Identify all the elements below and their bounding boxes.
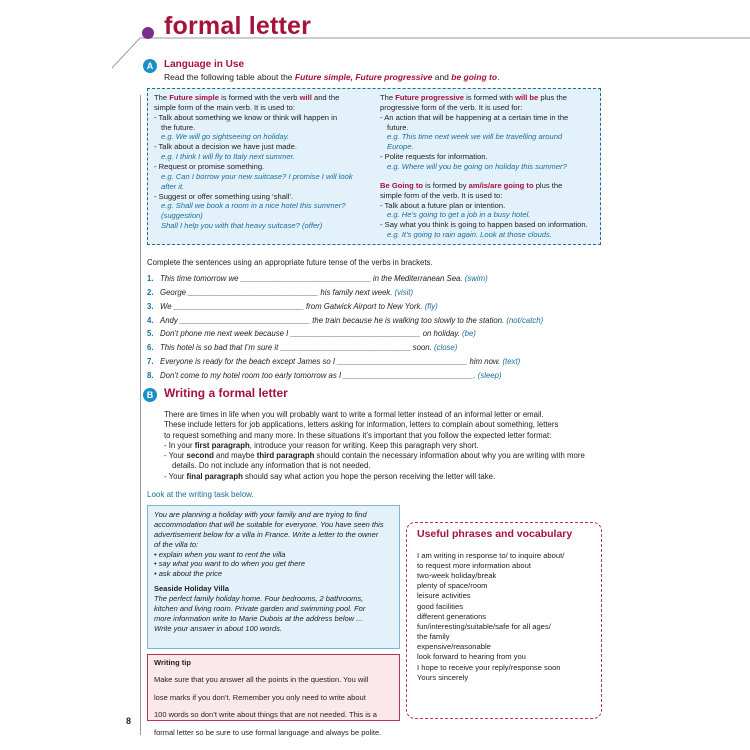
section-a-badge: A xyxy=(143,59,157,73)
future-progressive-example: e.g. Where will you be going on holiday this summer? xyxy=(387,162,567,172)
exercise-item xyxy=(147,357,617,371)
exercise-block xyxy=(147,258,617,385)
task-text-line: You are planning a holiday with your family and are trying to find xyxy=(154,510,367,519)
task-text-line: advertisement below for a villa in France. Write a letter to the owner xyxy=(154,529,379,539)
phrase-item: expensive/reasonable xyxy=(417,642,491,652)
future-simple-example: e.g. Shall we book a room in a nice hotel this summer? xyxy=(161,201,346,211)
future-simple-line: - Talk about a decision we have just made. xyxy=(154,142,297,152)
bullet-first-paragraph: - In your first paragraph, introduce your reason for writing. Keep this paragraph very short. xyxy=(164,440,479,450)
exercise-item xyxy=(147,302,617,316)
exercise-verb-hint: (sleep) xyxy=(477,370,502,380)
header-dot-icon xyxy=(141,26,155,40)
exercise-item xyxy=(147,371,617,385)
section-b-badge: B xyxy=(143,388,157,402)
exercise-sentence: We ______________________________ from Gatwick Airport to New York. xyxy=(160,301,425,311)
phrase-item: leisure activities xyxy=(417,591,471,601)
future-simple-example: e.g. Can I borrow your new suitcase? I promise I will look xyxy=(161,171,353,181)
section-b-body xyxy=(164,410,592,482)
task-text-line: • explain when you want to rent the villa xyxy=(154,549,286,559)
exercise-item-number: 4. xyxy=(147,315,154,325)
phrase-item: good facilities xyxy=(417,601,464,611)
look-instruction: Look at the writing task below. xyxy=(147,490,254,499)
phrase-item: I am writing in response to/ to inquire about/ xyxy=(417,550,565,560)
exercise-item-text xyxy=(160,274,488,284)
exercise-verb-hint: (visit) xyxy=(394,287,414,297)
exercise-verb-hint: (swim) xyxy=(464,274,488,284)
bullet-second-paragraph: - Your second and maybe third paragraph should contain the necessary information about why you are writing with more details. Do not include any information that is not needed. xyxy=(164,451,585,471)
section-a-title: Language in Use xyxy=(164,59,245,70)
exercise-item xyxy=(147,316,617,330)
future-simple-line: - Suggest or offer something using ‘shall’. xyxy=(154,191,294,201)
task-text-line: • say what you want to do when you get there xyxy=(154,559,306,569)
future-progressive-example: e.g. This time next week we will be travelling around xyxy=(387,132,563,142)
be-going-to-example: e.g. He’s going to get a job in a busy hotel. xyxy=(387,210,531,220)
be-going-to-example: e.g. It’s going to rain again. Look at those clouds. xyxy=(387,230,552,240)
future-simple-example: after it. xyxy=(161,181,185,191)
future-progressive-heading: The Future progressive is formed with will be plus the xyxy=(380,93,567,102)
writing-tip-box xyxy=(147,654,400,737)
grammar-table-box xyxy=(147,88,601,245)
section-a-intro: Read the following table about the Future simple, Future progressive and be going to. xyxy=(164,72,500,82)
exercise-sentence: This hotel is so bad that I’m sure it ______________________________ soon. xyxy=(160,343,434,353)
future-simple-example: e.g. We will go sightseeing on holiday. xyxy=(161,132,290,142)
exercise-item-number: 3. xyxy=(147,301,154,311)
exercise-item-number: 5. xyxy=(147,329,154,339)
future-simple-line: - Request or promise something. xyxy=(154,162,265,172)
exercise-verb-hint: (be) xyxy=(462,329,476,339)
future-progressive-line: - An action that will be happening at a certain time in the xyxy=(380,112,569,122)
be-going-to-heading: Be Going to is formed by am/is/are going to plus the xyxy=(380,180,563,190)
exercise-item-number: 1. xyxy=(147,274,154,284)
exercise-item-number: 2. xyxy=(147,287,154,297)
useful-phrases-title: Useful phrases and vocabulary xyxy=(417,528,573,540)
exercise-sentence: This time tomorrow we ______________________________ in the Mediterranean Sea. xyxy=(160,274,465,284)
exercise-verb-hint: (fly) xyxy=(424,301,438,311)
future-simple-line: - Talk about something we know or think will happen in xyxy=(154,112,338,122)
bullet-final-paragraph: - Your final paragraph should say what action you hope the person receiving the letter will take. xyxy=(164,471,496,481)
page-number: 8 xyxy=(126,716,132,726)
future-simple-heading: The Future simple is formed with the verb will and the xyxy=(154,93,340,102)
exercise-item-text xyxy=(160,371,502,381)
future-simple-column xyxy=(154,93,379,231)
exercise-sentence: Don’t phone me next week because I ______________________________ on holiday. xyxy=(160,329,463,339)
task-text-line: accommodation that will be suitable for everyone. You have seen this xyxy=(154,519,384,529)
villa-ad-line: more information write to Marie Dubois at the address below ... xyxy=(154,613,363,623)
exercise-item xyxy=(147,274,617,288)
future-simple-line: the future. xyxy=(161,122,196,132)
phrase-item: the family xyxy=(417,632,450,642)
writing-tip-title: Writing tip xyxy=(154,658,191,667)
intro-line-3: to request something and many more. In these situations it’s important that you follow the expected letter format: xyxy=(164,430,552,440)
future-simple-example: Shall I help you with that heavy suitcase? (offer) xyxy=(161,221,323,231)
exercise-instruction: Complete the sentences using an appropriate future tense of the verbs in brackets. xyxy=(147,258,433,267)
exercise-item-text xyxy=(160,357,520,367)
villa-ad-title: Seaside Holiday Villa xyxy=(154,584,229,594)
exercise-item-text xyxy=(160,302,438,312)
exercise-item xyxy=(147,343,617,357)
exercise-item-text xyxy=(160,288,413,298)
villa-ad-line: The perfect family holiday home. Four bedrooms, 2 bathrooms, xyxy=(154,594,364,604)
exercise-item-text xyxy=(160,343,457,353)
exercise-sentence: Don’t come to my hotel room too early tomorrow as I ______________________________. xyxy=(160,370,478,380)
villa-ad-line: Write your answer in about 100 words. xyxy=(154,623,282,633)
exercise-item xyxy=(147,329,617,343)
exercise-sentence: George ______________________________ his family next week. xyxy=(160,287,395,297)
future-simple-example: (suggestion) xyxy=(161,211,203,221)
exercise-sentence: Andy ______________________________ the train because he is walking too slowly to the station. xyxy=(160,315,507,325)
exercise-sentence: Everyone is ready for the beach except James so I ______________________________ him now. xyxy=(160,356,503,366)
future-simple-line: simple form of the main verb. It is used to: xyxy=(154,102,295,112)
future-progressive-line: future. xyxy=(387,122,409,132)
intro-line-2: These include letters for job applications, letters asking for information, letters to complain about something, letters xyxy=(164,420,559,430)
exercise-item-number: 7. xyxy=(147,356,154,366)
task-text-line: of the villa to: xyxy=(154,539,199,549)
be-going-to-line: simple form of the verb. It is used to: xyxy=(380,190,503,200)
villa-ad-line: kitchen and living room. Private garden and swimming pool. For xyxy=(154,604,366,614)
phrase-item: different generations xyxy=(417,611,487,621)
writing-tip-line: formal letter so be sure to use formal language and always be polite. xyxy=(154,727,382,737)
useful-phrases-box xyxy=(406,522,602,719)
writing-tip-line: Make sure that you answer all the points in the question. You will xyxy=(154,675,369,685)
exercise-item xyxy=(147,288,617,302)
intro-line-1: There are times in life when you will probably want to write a formal letter instead of an informal letter or email. xyxy=(164,410,544,419)
future-progressive-line: progressive form of the verb. It is used for: xyxy=(380,102,523,112)
section-b-title: Writing a formal letter xyxy=(164,386,288,400)
task-text-line: • ask about the price xyxy=(154,569,223,579)
be-going-to-line: - Talk about a future plan or intention. xyxy=(380,200,506,210)
exercise-verb-hint: (close) xyxy=(433,343,458,353)
exercise-item-text xyxy=(160,316,543,326)
phrase-item: look forward to hearing from you xyxy=(417,652,526,662)
future-progressive-column xyxy=(380,93,600,240)
phrase-item: plenty of space/room xyxy=(417,581,488,591)
future-simple-example: e.g. I think I will fly to Italy next summer. xyxy=(161,152,295,162)
phrase-item: to request more information about xyxy=(417,560,531,570)
writing-tip-line: lose marks if you don’t. Remember you only need to write about xyxy=(154,692,366,702)
exercise-item-number: 6. xyxy=(147,343,154,353)
page-margin-rule xyxy=(140,95,141,735)
exercise-verb-hint: (text) xyxy=(502,356,521,366)
exercise-item-number: 8. xyxy=(147,370,154,380)
exercise-item-text xyxy=(160,329,476,339)
exercise-verb-hint: (not/catch) xyxy=(506,315,544,325)
future-progressive-line: - Polite requests for information. xyxy=(380,152,488,162)
phrase-item: I hope to receive your reply/response soon xyxy=(417,662,561,672)
future-progressive-example: Europe. xyxy=(387,142,414,152)
phrase-item: fun/interesting/suitable/safe for all ages/ xyxy=(417,621,551,631)
page-title: formal letter xyxy=(164,12,312,40)
phrase-item: Yours sincerely xyxy=(417,672,469,682)
phrase-item: two-week holiday/break xyxy=(417,570,497,580)
writing-tip-line: 100 words so don’t write about things that are not needed. This is a xyxy=(154,710,377,720)
be-going-to-line: - Say what you think is going to happen based on information. xyxy=(380,220,588,230)
writing-task-box xyxy=(147,505,400,649)
